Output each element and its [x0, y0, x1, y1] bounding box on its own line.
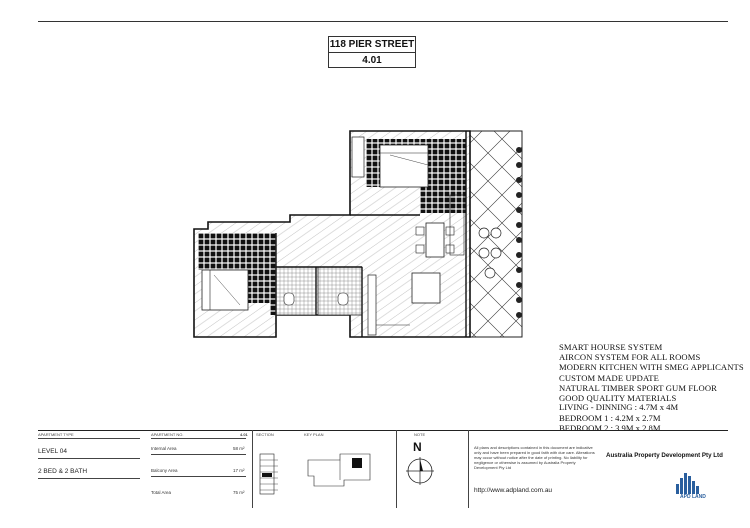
- feature-list: [559, 342, 744, 403]
- note-header: NOTE: [414, 432, 426, 437]
- dimension-item: BEDROOM 2 : 3.9M x 2.8M: [559, 423, 661, 433]
- feature-item: MODERN KITCHEN WITH SMEG APPLICANTS: [559, 362, 744, 373]
- key-plan-diagram: [304, 450, 384, 490]
- schedule-top-rule: [38, 430, 728, 431]
- compass-icon: [405, 456, 435, 486]
- dimension-item: LIVING - DINNING : 4.7M x 4M: [559, 402, 679, 412]
- bedroom-1-bed: [380, 145, 428, 187]
- company-name: Australia Property Development Pty Ltd: [606, 452, 723, 459]
- bed-bath-value: 2 BED & 2 BATH: [38, 468, 88, 475]
- disclaimer-text: All plans and descriptions contained in this document are indicative only and have been prepared in good faith with due care. Alterations may occur without notice after the date of printing. No liability for negligence or otherwise is assumed by Australia Property Development Pty Ltd: [474, 445, 595, 470]
- kitchen-island: [412, 273, 440, 303]
- room-dimensions: [559, 402, 678, 434]
- key-plan-header: KEY PLAN: [304, 432, 324, 437]
- apartment-no-header: APARTMENT NO.: [151, 432, 184, 437]
- internal-area-value: 58 m²: [233, 446, 245, 451]
- balcony-area-label: Balcony Area: [151, 468, 178, 473]
- bathroom-2: [318, 267, 362, 315]
- dimension-item: BEDROOM 1 : 4.2M x 2.7M: [559, 412, 661, 423]
- kitchen-bench: [368, 275, 376, 335]
- total-area-label: Total Area: [151, 490, 172, 495]
- title-box: [328, 36, 416, 68]
- floor-plan: [180, 125, 530, 345]
- bedroom-2-bed: [202, 270, 248, 310]
- feature-item: GOOD QUALITY MATERIALS: [559, 393, 677, 404]
- level-value: LEVEL 04: [38, 448, 68, 455]
- top-rule: [38, 21, 728, 22]
- internal-area-label: Internal Area: [151, 446, 177, 451]
- feature-item: AIRCON SYSTEM FOR ALL ROOMS: [559, 352, 701, 363]
- dining-table: [426, 223, 444, 257]
- logo-text: APD LAND: [680, 494, 706, 500]
- section-header: SECTION: [256, 432, 274, 437]
- bathroom-1: [276, 267, 316, 315]
- wardrobe-1: [352, 137, 364, 177]
- unit-number: 4.01: [329, 52, 415, 68]
- feature-item: CUSTOM MADE UPDATE: [559, 372, 660, 383]
- feature-item: NATURAL TIMBER SPORT GUM FLOOR: [559, 382, 717, 393]
- balcony-area-value: 17 m²: [233, 468, 245, 473]
- apartment-no-value: 4.01: [240, 432, 248, 437]
- feature-item: SMART HOURSE SYSTEM: [559, 342, 663, 352]
- address-title: 118 PIER STREET: [329, 39, 415, 50]
- website-link[interactable]: http://www.adpland.com.au: [474, 487, 553, 494]
- north-label: N: [413, 440, 422, 454]
- total-area-value: 75 m²: [233, 490, 245, 495]
- section-diagram: [256, 450, 286, 496]
- apartment-type-header: APARTMENT TYPE: [38, 432, 74, 437]
